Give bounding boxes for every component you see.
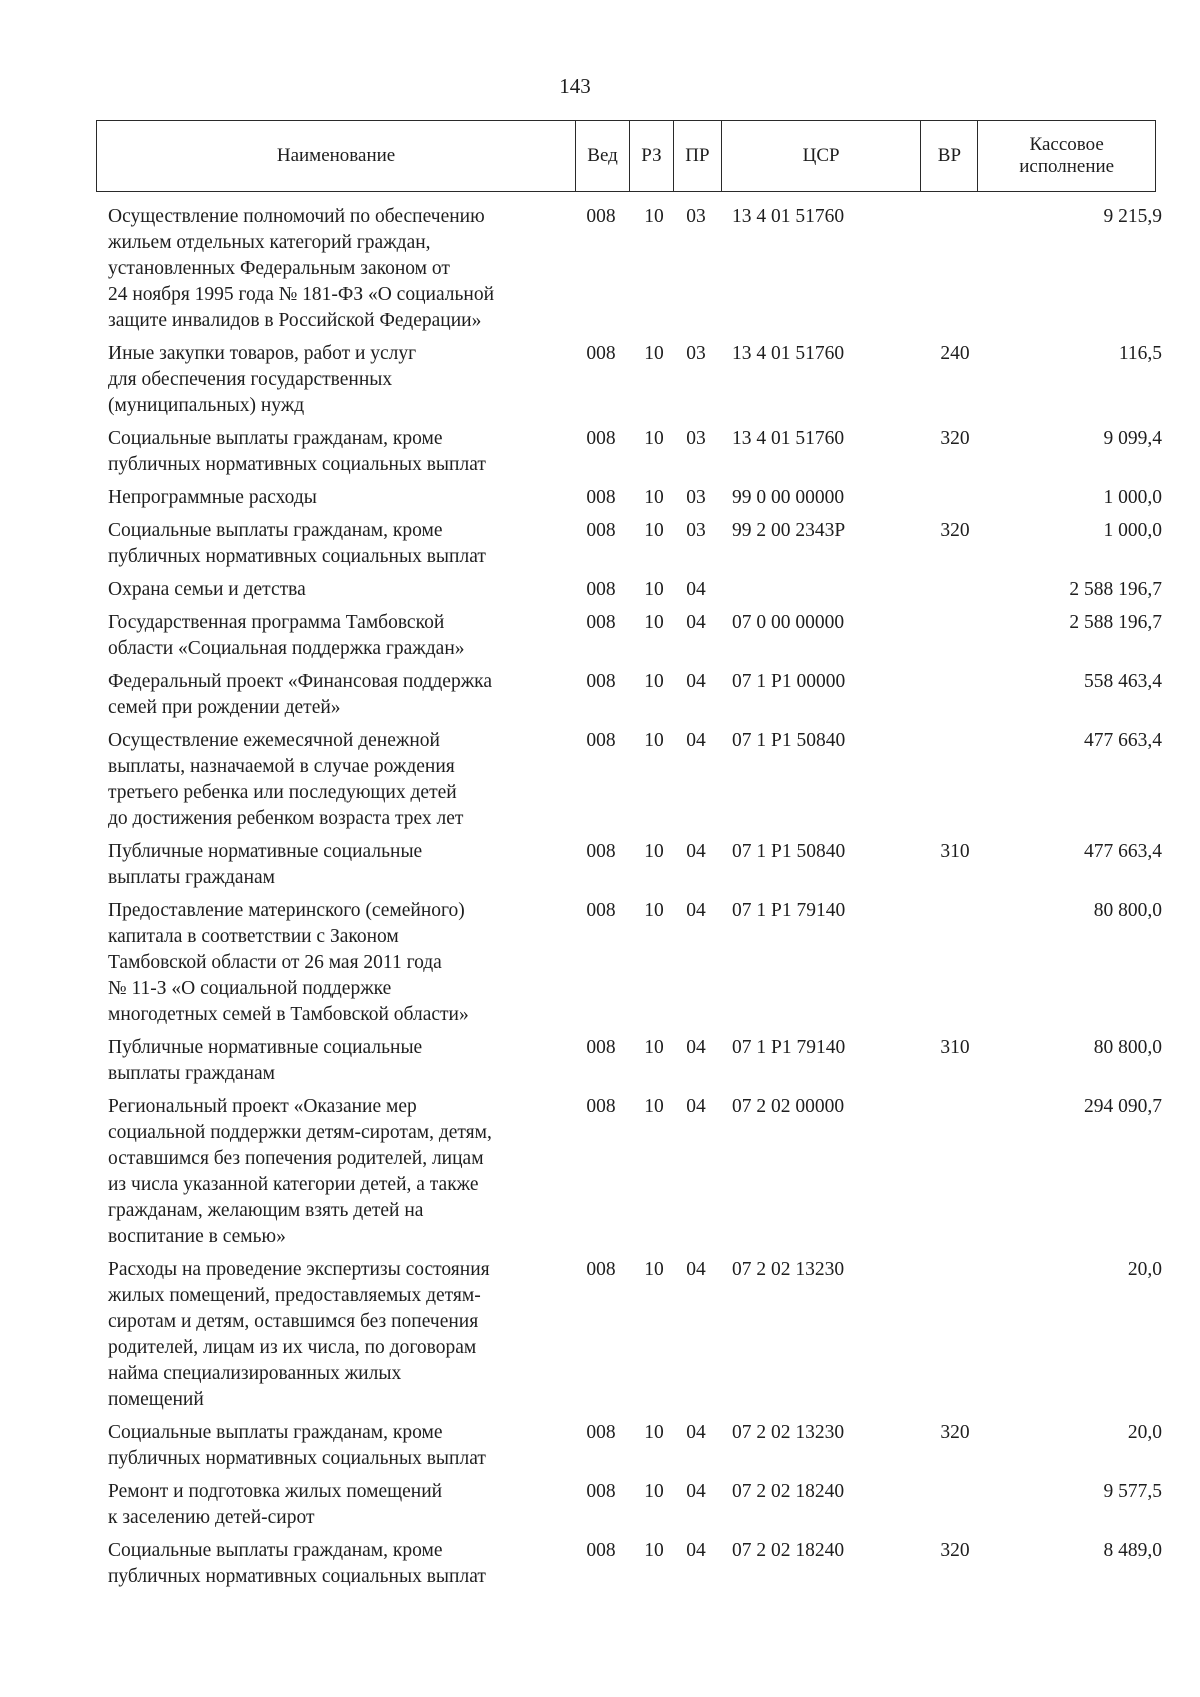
cell-sum: 2 588 196,7 (1069, 612, 1162, 633)
cell-sum: 477 663,4 (1084, 841, 1162, 862)
cell-pr: 04 (686, 671, 706, 692)
cell-ved: 008 (586, 671, 616, 692)
cell-rz: 10 (644, 1096, 664, 1117)
table-header (96, 120, 1156, 192)
cell-name: Социальные выплаты гражданам, кроме публичных нормативных социальных выплат (108, 1540, 486, 1587)
cell-name: Расходы на проведение экспертизы состояния жилых помещений, предоставляемых детям- сиротам и детям, оставшимся без попечения родителей, лицам из их числа, по договорам найма специализированных жилых помещений (108, 1259, 490, 1410)
cell-csr: 07 1 Р1 50840 (732, 730, 846, 751)
cell-pr: 04 (686, 612, 706, 633)
cell-rz: 10 (644, 730, 664, 751)
cell-rz: 10 (644, 612, 664, 633)
cell-pr: 03 (686, 428, 706, 449)
table-row (96, 204, 1166, 334)
table-row (96, 1479, 1166, 1531)
cell-pr: 04 (686, 841, 706, 862)
cell-name: Осуществление ежемесячной денежной выплаты, назначаемой в случае рождения третьего ребенка или последующих детей до достижения ребенком возраста трех лет (108, 730, 464, 829)
cell-ved: 008 (586, 343, 616, 364)
cell-sum: 20,0 (1127, 1259, 1162, 1280)
cell-csr: 07 2 02 13230 (732, 1422, 845, 1443)
cell-name: Осуществление полномочий по обеспечению жильем отдельных категорий граждан, установленных Федеральным законом от 24 ноября 1995 года № 181-ФЗ «О социальной защите инвалидов в Российской Федерации» (108, 206, 495, 331)
cell-csr: 07 1 Р1 50840 (732, 841, 846, 862)
cell-ved: 008 (586, 1259, 616, 1280)
cell-vr: 320 (940, 1540, 970, 1561)
cell-vr: 310 (940, 841, 970, 862)
cell-csr: 13 4 01 51760 (732, 428, 845, 449)
cell-sum: 1 000,0 (1103, 487, 1162, 508)
cell-name: Региональный проект «Оказание мер социальной поддержки детям-сиротам, детям, оставшимся без попечения родителей, лицам из числа указанной категории детей, а также гражданам, желающим взять детей на воспитание в семью» (108, 1096, 492, 1247)
cell-ved: 008 (586, 1422, 616, 1443)
cell-rz: 10 (644, 1481, 664, 1502)
table-row (96, 898, 1166, 1028)
cell-ved: 008 (586, 520, 616, 541)
table-row (96, 1538, 1166, 1590)
header-csr: ЦСР (722, 121, 922, 191)
cell-sum: 80 800,0 (1093, 900, 1162, 921)
header-vr: ВР (921, 121, 978, 191)
cell-sum: 1 000,0 (1103, 520, 1162, 541)
header-ved: Вед (576, 121, 630, 191)
table-row (96, 669, 1166, 721)
cell-sum: 8 489,0 (1103, 1540, 1162, 1561)
header-name: Наименование (97, 121, 576, 191)
cell-name: Федеральный проект «Финансовая поддержка семей при рождении детей» (108, 671, 493, 718)
table-row (96, 485, 1166, 511)
cell-pr: 04 (686, 730, 706, 751)
cell-sum: 9 577,5 (1103, 1481, 1162, 1502)
cell-csr: 07 1 Р1 00000 (732, 671, 846, 692)
cell-csr: 07 0 00 00000 (732, 612, 845, 633)
cell-pr: 04 (686, 1540, 706, 1561)
cell-sum: 477 663,4 (1084, 730, 1162, 751)
cell-name: Непрограммные расходы (108, 487, 317, 508)
cell-rz: 10 (644, 1259, 664, 1280)
cell-csr: 07 2 02 18240 (732, 1481, 845, 1502)
cell-ved: 008 (586, 428, 616, 449)
cell-vr: 310 (940, 1037, 970, 1058)
cell-ved: 008 (586, 1481, 616, 1502)
cell-rz: 10 (644, 1422, 664, 1443)
page-number: 143 (559, 74, 591, 98)
table-row (96, 610, 1166, 662)
cell-csr: 07 2 02 00000 (732, 1096, 845, 1117)
cell-name: Государственная программа Тамбовской области «Социальная поддержка граждан» (108, 612, 465, 659)
cell-sum: 9 099,4 (1103, 428, 1162, 449)
header-sum: Кассовое исполнение (1019, 134, 1115, 177)
cell-ved: 008 (586, 579, 616, 600)
cell-name: Охрана семьи и детства (108, 579, 306, 600)
cell-pr: 03 (686, 487, 706, 508)
table-row (96, 1035, 1166, 1087)
table-row (96, 1420, 1166, 1472)
cell-ved: 008 (586, 1540, 616, 1561)
cell-name: Иные закупки товаров, работ и услуг для обеспечения государственных (муниципальных) нужд (108, 343, 417, 416)
cell-ved: 008 (586, 206, 616, 227)
cell-csr: 07 2 02 18240 (732, 1540, 845, 1561)
header-rz: РЗ (630, 121, 674, 191)
table-row (96, 577, 1166, 603)
cell-csr: 07 2 02 13230 (732, 1259, 845, 1280)
cell-name: Ремонт и подготовка жилых помещений к заселению детей-сирот (108, 1481, 443, 1528)
cell-pr: 04 (686, 1096, 706, 1117)
cell-ved: 008 (586, 900, 616, 921)
cell-pr: 04 (686, 900, 706, 921)
cell-name: Публичные нормативные социальные выплаты гражданам (108, 841, 423, 888)
cell-vr: 320 (940, 428, 970, 449)
cell-pr: 03 (686, 520, 706, 541)
cell-pr: 04 (686, 1037, 706, 1058)
cell-pr: 04 (686, 1422, 706, 1443)
cell-ved: 008 (586, 841, 616, 862)
cell-rz: 10 (644, 343, 664, 364)
table-row (96, 1257, 1166, 1413)
cell-rz: 10 (644, 1037, 664, 1058)
cell-name: Социальные выплаты гражданам, кроме публичных нормативных социальных выплат (108, 520, 486, 567)
cell-name: Публичные нормативные социальные выплаты гражданам (108, 1037, 423, 1084)
cell-pr: 04 (686, 1259, 706, 1280)
cell-pr: 04 (686, 579, 706, 600)
cell-sum: 20,0 (1127, 1422, 1162, 1443)
cell-vr: 320 (940, 520, 970, 541)
cell-sum: 558 463,4 (1084, 671, 1162, 692)
cell-rz: 10 (644, 206, 664, 227)
cell-ved: 008 (586, 1096, 616, 1117)
table-row (96, 1094, 1166, 1250)
cell-sum: 2 588 196,7 (1069, 579, 1162, 600)
cell-rz: 10 (644, 487, 664, 508)
cell-ved: 008 (586, 612, 616, 633)
cell-pr: 03 (686, 343, 706, 364)
cell-ved: 008 (586, 487, 616, 508)
cell-name: Предоставление материнского (семейного) капитала в соответствии с Законом Тамбовской области от 26 мая 2011 года № 11-З «О социальной поддержке многодетных семей в Тамбовской области» (108, 900, 469, 1025)
cell-csr: 13 4 01 51760 (732, 206, 845, 227)
cell-ved: 008 (586, 730, 616, 751)
cell-rz: 10 (644, 900, 664, 921)
cell-vr: 240 (940, 343, 970, 364)
cell-ved: 008 (586, 1037, 616, 1058)
cell-sum: 9 215,9 (1103, 206, 1162, 227)
cell-csr: 13 4 01 51760 (732, 343, 845, 364)
cell-sum: 80 800,0 (1093, 1037, 1162, 1058)
cell-csr: 07 1 Р1 79140 (732, 1037, 846, 1058)
cell-rz: 10 (644, 1540, 664, 1561)
cell-name: Социальные выплаты гражданам, кроме публичных нормативных социальных выплат (108, 1422, 486, 1469)
table-row (96, 518, 1166, 570)
cell-rz: 10 (644, 671, 664, 692)
header-pr: ПР (674, 121, 722, 191)
cell-sum: 116,5 (1118, 343, 1162, 364)
cell-csr: 99 2 00 2343Р (732, 520, 846, 541)
cell-rz: 10 (644, 520, 664, 541)
cell-rz: 10 (644, 579, 664, 600)
cell-sum: 294 090,7 (1084, 1096, 1162, 1117)
table-row (96, 839, 1166, 891)
cell-name: Социальные выплаты гражданам, кроме публичных нормативных социальных выплат (108, 428, 486, 475)
table-row (96, 728, 1166, 832)
cell-rz: 10 (644, 841, 664, 862)
cell-pr: 04 (686, 1481, 706, 1502)
cell-vr: 320 (940, 1422, 970, 1443)
cell-csr: 99 0 00 00000 (732, 487, 845, 508)
table-row (96, 341, 1166, 419)
cell-rz: 10 (644, 428, 664, 449)
cell-csr: 07 1 Р1 79140 (732, 900, 846, 921)
table-row (96, 426, 1166, 478)
cell-pr: 03 (686, 206, 706, 227)
table-body (96, 204, 1166, 1597)
